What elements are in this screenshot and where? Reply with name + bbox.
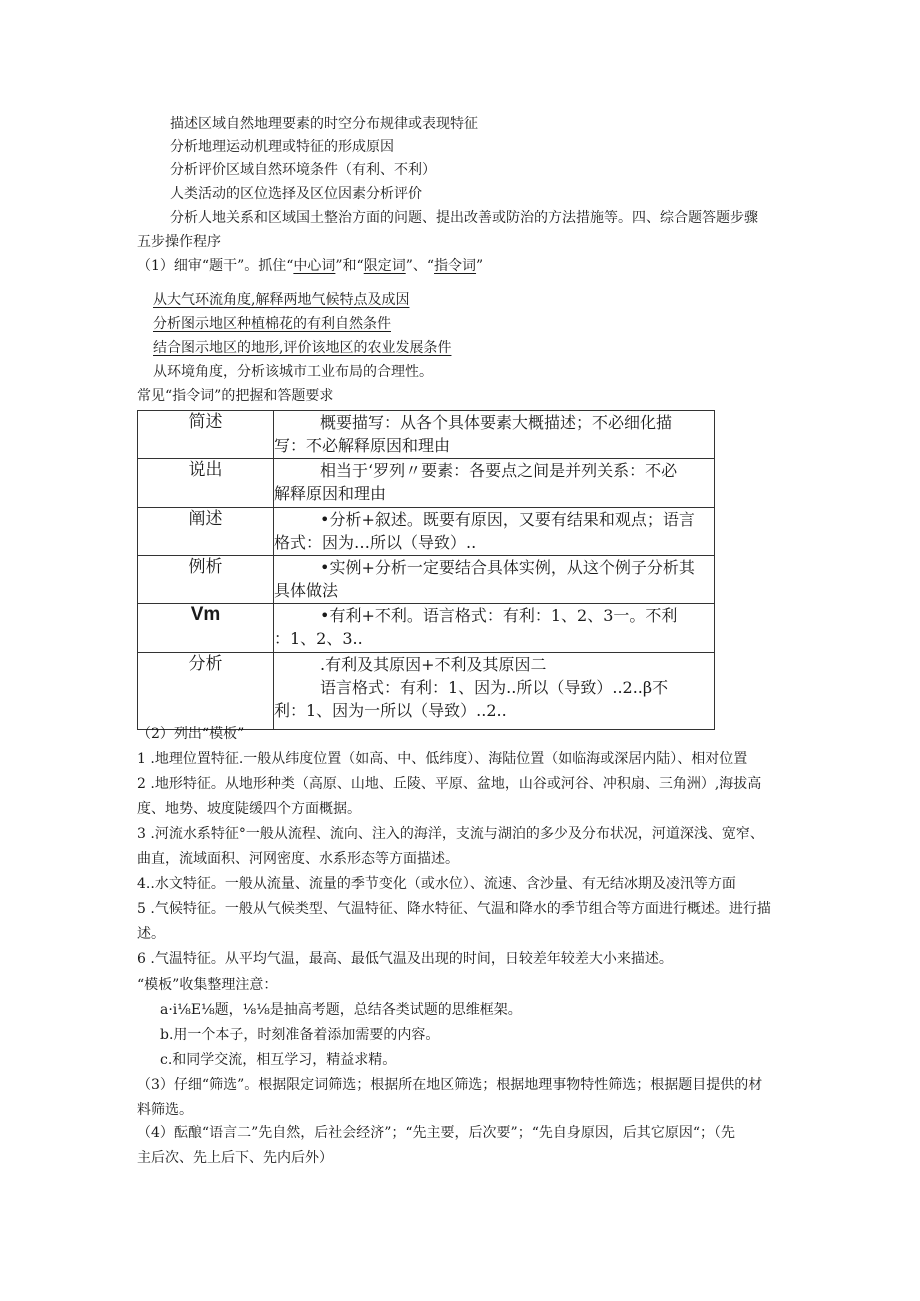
desc-line: 写：不必解释原因和理由	[274, 436, 451, 455]
example-line: 结合图示地区的地形,评价该地区的农业发展条件	[153, 340, 452, 356]
desc-line: 解释原因和理由	[274, 484, 387, 503]
item-number: 6	[137, 951, 146, 967]
step4-line: 主后次、先上后下、先内后外）	[137, 1150, 333, 1166]
step1-prefix: （1）细审“题干”。抓住“	[137, 258, 294, 274]
intro-line: 描述区域自然地理要素的时空分布规律或表现特征	[170, 116, 478, 132]
template-item-cont: 曲直，流域面积、河网密度、水系形态等方面描述。	[137, 851, 459, 867]
term-cell: 阐述	[138, 508, 274, 556]
desc-cell	[274, 604, 715, 653]
item-number: 5	[137, 901, 146, 917]
example-line: 从大气环流角度,解释两地气候特点及成因	[153, 292, 410, 308]
term-cell: 简述	[138, 411, 274, 459]
template-item	[137, 874, 736, 894]
item-text: .气候特征。一般从气候类型、气温特征、降水特征、气温和降水的季节组合等方面进行概述。进行描	[145, 901, 771, 917]
step4-line: （4）酝酿“语言二”先自然，后社会经济”；“先主要，后次要”；“先自身原因，后其它原因“；（先	[137, 1125, 736, 1141]
desc-cell	[274, 459, 715, 508]
step1-mid: ”和“	[335, 258, 364, 274]
desc-line: .有利及其原因+不利及其原因二	[320, 655, 547, 674]
desc-line: •有利+不利。语言格式：有利：1、2、3一。不利	[320, 606, 678, 625]
item-number: 4	[137, 876, 146, 892]
item-number: 3	[137, 826, 146, 842]
keyword-center: 中心词	[293, 258, 336, 274]
notes-title: “模板”收集整理注意：	[137, 977, 278, 993]
step2-title: （2）列出“模板”	[137, 726, 245, 742]
item-text: ..水文特征。一般从流量、流量的季节变化（或水位）、流速、含沙量、有无结冰期及凌汛等方面	[145, 876, 736, 892]
table-row	[138, 411, 715, 459]
desc-line: •分析+叙述。既要有原因，又要有结果和观点；语言	[320, 510, 695, 529]
desc-line: 概要描写：从各个具体要素大概描述；不必细化描	[320, 413, 673, 432]
term-cell: 分析	[138, 653, 274, 730]
desc-line: ：1、2、3..	[274, 629, 363, 648]
template-item	[137, 899, 771, 919]
note-item: c.和同学交流，相互学习，精益求精。	[160, 1052, 397, 1068]
desc-cell	[274, 411, 715, 459]
item-text: .地理位置特征.一般从纬度位置（如高、中、低纬度）、海陆位置（如临海或深居内陆）、相对位置	[145, 751, 748, 767]
intro-line: 分析地理运动机理或特征的形成原因	[170, 139, 394, 155]
command-word-table	[137, 410, 715, 730]
note-item: b.用一个本子，时刻准备着添加需要的内容。	[160, 1027, 440, 1043]
example-line: 从环境角度，分析该城市工业布局的合理性。	[153, 364, 433, 380]
step3-line: （3）仔细“筛选”。根据限定词筛选；根据所在地区筛选；根据地理事物特性筛选；根据题目提供的材	[137, 1077, 763, 1093]
table-title: 常见“指令词”的把握和答题要求	[137, 388, 334, 404]
desc-line: •实例+分析一定要结合具体实例，从这个例子分析其	[320, 558, 695, 577]
template-item-cont: 述。	[137, 926, 165, 942]
item-text: .河流水系特征°一般从流程、流向、注入的海洋，支流与湖泊的多少及分布状况，河道深浅、宽窄、	[145, 826, 764, 842]
desc-line: 利：1、因为一所以（导致）..2..	[274, 701, 507, 720]
item-text: .地形特征。从地形种类（高原、山地、丘陵、平原、盆地，山谷或河谷、冲积扇、三角洲）,海拔高	[145, 776, 762, 792]
template-item	[137, 774, 761, 794]
table-row	[138, 556, 715, 604]
template-item	[137, 824, 764, 844]
desc-line: 相当于‘罗列〃要素：各要点之间是并列关系：不必	[320, 461, 678, 480]
term-cell: 例析	[138, 556, 274, 604]
example-line: 分析图示地区种植棉花的有利自然条件	[153, 316, 391, 332]
note-item: a·i⅛E⅛题，⅛⅛是抽高考题，总结各类试题的思维框架。	[160, 1002, 522, 1018]
desc-line: 具体做法	[274, 581, 339, 600]
item-number: 2	[137, 776, 146, 792]
step1-heading	[137, 256, 483, 276]
step3-line: 料筛选。	[137, 1102, 193, 1118]
table-row	[138, 653, 715, 730]
desc-line: 格式：因为…所以（导致）..	[274, 533, 477, 552]
step1-mid: ”、“	[405, 258, 435, 274]
step1-suffix: ”	[476, 258, 484, 274]
term-cell: 说出	[138, 459, 274, 508]
template-item	[137, 949, 673, 969]
steps-title: 五步操作程序	[137, 234, 221, 250]
table-row	[138, 459, 715, 508]
desc-cell	[274, 508, 715, 556]
intro-line: 人类活动的区位选择及区位因素分析评价	[170, 186, 422, 202]
template-item	[137, 749, 747, 769]
desc-line: 语言格式：有利：1、因为..所以（导致）..2..β不	[320, 678, 669, 697]
intro-line: 分析人地关系和区域国土整治方面的问题、提出改善或防治的方法措施等。四、综合题答题步骤	[170, 210, 758, 226]
template-item-cont: 度、地势、坡度陡缓四个方面概据。	[137, 801, 361, 817]
keyword-command: 指令词	[434, 258, 477, 274]
desc-cell	[274, 556, 715, 604]
item-number: 1	[137, 751, 146, 767]
item-text: .气温特征。从平均气温，最高、最低气温及出现的时间，日较差年较差大小来描述。	[145, 951, 673, 967]
table-row	[138, 604, 715, 653]
term-cell: Vm	[138, 604, 274, 653]
table-row	[138, 508, 715, 556]
intro-line: 分析评价区域自然环境条件（有利、不利）	[170, 162, 436, 178]
desc-cell	[274, 653, 715, 730]
keyword-limit: 限定词	[363, 258, 406, 274]
